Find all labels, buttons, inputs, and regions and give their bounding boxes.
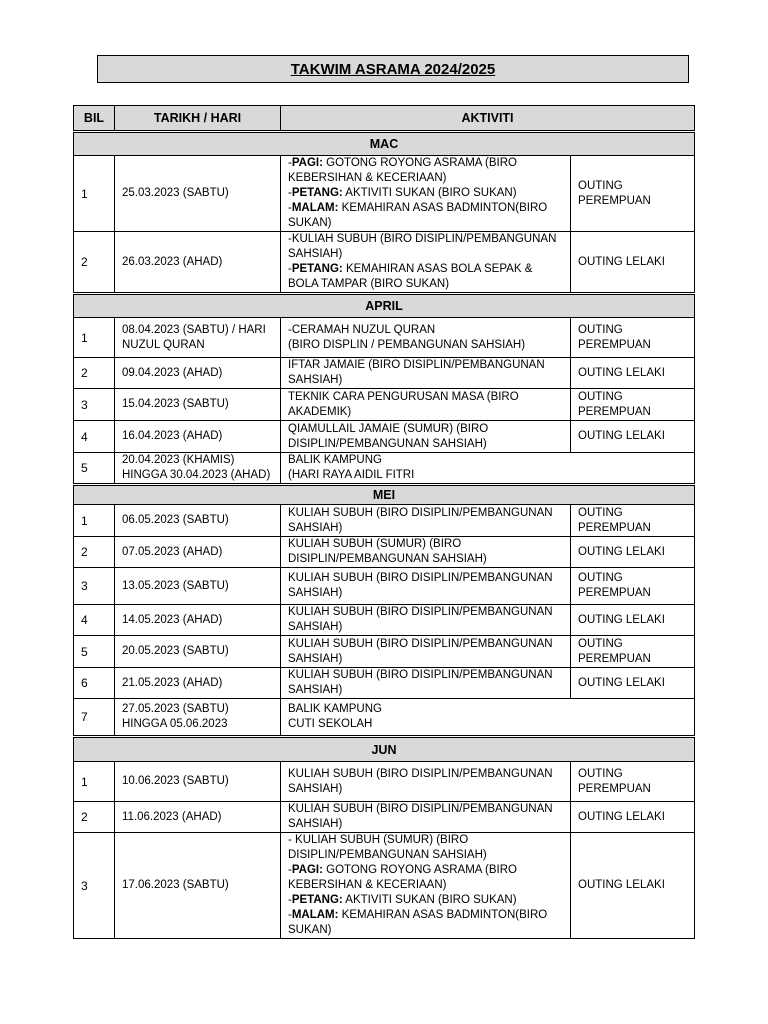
tarikh-line: 15.04.2023 (SABTU) bbox=[122, 398, 229, 410]
aktiviti-text: KEBERSIHAN & KECERIAAN) bbox=[288, 172, 447, 184]
tarikh-cell bbox=[115, 389, 281, 421]
table-row bbox=[74, 453, 695, 485]
aktiviti-text: GOTONG ROYONG ASRAMA (BIRO bbox=[322, 157, 517, 169]
tarikh-line: 17.06.2023 (SABTU) bbox=[122, 879, 229, 891]
table-row bbox=[74, 232, 695, 294]
aktiviti-dash: - bbox=[288, 157, 292, 169]
aktiviti-line bbox=[288, 262, 566, 277]
outing-cell: OUTING LELAKI bbox=[571, 358, 695, 389]
table-row bbox=[74, 389, 695, 421]
table-row bbox=[74, 605, 695, 636]
aktiviti-line bbox=[288, 277, 566, 292]
aktiviti-line bbox=[288, 782, 566, 797]
table-row bbox=[74, 762, 695, 802]
aktiviti-line bbox=[288, 405, 566, 420]
aktiviti-line bbox=[288, 833, 566, 848]
table-row bbox=[74, 699, 695, 737]
tarikh-line: 25.03.2023 (SABTU) bbox=[122, 187, 229, 199]
aktiviti-dash: - bbox=[288, 864, 292, 876]
bil-cell: 5 bbox=[74, 636, 115, 668]
table-row bbox=[74, 568, 695, 605]
aktiviti-line bbox=[288, 232, 566, 247]
takwim-body bbox=[74, 132, 695, 939]
aktiviti-line bbox=[288, 422, 566, 437]
tarikh-line: 20.05.2023 (SABTU) bbox=[122, 645, 229, 657]
aktiviti-line bbox=[288, 537, 566, 552]
tarikh-cell bbox=[115, 453, 281, 485]
aktiviti-line bbox=[288, 171, 566, 186]
aktiviti-text: SUKAN) bbox=[288, 217, 332, 229]
aktiviti-session-label: PETANG: bbox=[291, 894, 343, 906]
tarikh-cell bbox=[115, 636, 281, 668]
aktiviti-text: DISIPLIN/PEMBANGUNAN SAHSIAH) bbox=[288, 849, 487, 861]
aktiviti-text: KULIAH SUBUH (BIRO DISIPLIN/PEMBANGUNAN bbox=[288, 803, 553, 815]
bil-cell: 3 bbox=[74, 833, 115, 939]
aktiviti-cell bbox=[281, 668, 571, 699]
aktiviti-line bbox=[288, 586, 566, 601]
month-header-row bbox=[74, 737, 695, 762]
aktiviti-text: KEMAHIRAN ASAS BADMINTON(BIRO bbox=[338, 909, 548, 921]
bil-cell: 1 bbox=[74, 318, 115, 358]
aktiviti-text: CUTI SEKOLAH bbox=[288, 718, 373, 730]
aktiviti-line bbox=[288, 637, 566, 652]
tarikh-cell bbox=[115, 358, 281, 389]
aktiviti-text: AKADEMIK) bbox=[288, 405, 352, 418]
aktiviti-line bbox=[288, 156, 566, 171]
aktiviti-text: TEKNIK CARA PENGURUSAN MASA (BIRO bbox=[288, 390, 519, 403]
table-row bbox=[74, 318, 695, 358]
aktiviti-text: IFTAR JAMAIE (BIRO DISIPLIN/PEMBANGUNAN bbox=[288, 359, 545, 371]
outing-cell: OUTING PEREMPUAN bbox=[571, 568, 695, 605]
aktiviti-session-label: PETANG: bbox=[291, 263, 343, 275]
outing-cell: OUTING PEREMPUAN bbox=[571, 762, 695, 802]
bil-cell: 1 bbox=[74, 762, 115, 802]
aktiviti-line bbox=[288, 848, 566, 863]
aktiviti-text: SAHSIAH) bbox=[288, 782, 343, 795]
aktiviti-line bbox=[288, 358, 566, 373]
month-header-row bbox=[74, 485, 695, 505]
tarikh-line: HINGGA 05.06.2023 bbox=[122, 718, 228, 730]
tarikh-line: 27.05.2023 (SABTU) bbox=[122, 703, 229, 715]
aktiviti-text: KULIAH SUBUH (BIRO DISIPLIN/PEMBANGUNAN bbox=[288, 506, 553, 519]
aktiviti-text: DISIPLIN/PEMBANGUNAN SAHSIAH) bbox=[288, 553, 487, 565]
aktiviti-text: KEBERSIHAN & KECERIAAN) bbox=[288, 879, 447, 891]
tarikh-line: 11.06.2023 (AHAD) bbox=[122, 810, 222, 823]
aktiviti-text: - KULIAH SUBUH (SUMUR) (BIRO bbox=[288, 834, 469, 846]
aktiviti-text: KULIAH SUBUH (SUMUR) (BIRO bbox=[288, 538, 462, 550]
aktiviti-text: QIAMULLAIL JAMAIE (SUMUR) (BIRO bbox=[288, 422, 489, 435]
tarikh-cell bbox=[115, 802, 281, 833]
aktiviti-session-label: PAGI: bbox=[291, 864, 323, 876]
aktiviti-line bbox=[288, 552, 566, 567]
aktiviti-text: KULIAH SUBUH (BIRO DISIPLIN/PEMBANGUNAN bbox=[288, 637, 553, 650]
aktiviti-session-label: MALAM: bbox=[291, 202, 339, 214]
aktiviti-text: KULIAH SUBUH (BIRO DISIPLIN/PEMBANGUNAN bbox=[288, 606, 553, 618]
outing-cell: OUTING PEREMPUAN bbox=[571, 389, 695, 421]
table-row bbox=[74, 156, 695, 232]
aktiviti-text: KULIAH SUBUH (BIRO DISIPLIN/PEMBANGUNAN bbox=[288, 669, 553, 681]
aktiviti-cell bbox=[281, 833, 571, 939]
bil-cell: 2 bbox=[74, 537, 115, 568]
outing-cell: OUTING LELAKI bbox=[571, 668, 695, 699]
outing-cell: OUTING LELAKI bbox=[571, 232, 695, 294]
aktiviti-text: SAHSIAH) bbox=[288, 684, 343, 696]
table-row bbox=[74, 505, 695, 537]
aktiviti-text: SAHSIAH) bbox=[288, 621, 343, 633]
outing-cell: OUTING LELAKI bbox=[571, 833, 695, 939]
aktiviti-text: (HARI RAYA AIDIL FITRI bbox=[288, 469, 415, 481]
aktiviti-text: -KULIAH SUBUH (BIRO DISIPLIN/PEMBANGUNAN bbox=[288, 233, 557, 245]
aktiviti-line bbox=[288, 373, 566, 388]
aktiviti-dash: - bbox=[288, 202, 292, 214]
aktiviti-cell bbox=[281, 636, 571, 668]
aktiviti-line bbox=[288, 652, 566, 667]
aktiviti-dash: - bbox=[288, 263, 292, 275]
aktiviti-text: KEMAHIRAN ASAS BOLA SEPAK & bbox=[342, 263, 533, 275]
tarikh-cell bbox=[115, 762, 281, 802]
tarikh-cell bbox=[115, 156, 281, 232]
aktiviti-cell bbox=[281, 699, 695, 737]
tarikh-cell bbox=[115, 537, 281, 568]
table-row bbox=[74, 636, 695, 668]
header-tarikh-hari: TARIKH / HARI bbox=[115, 106, 281, 132]
bil-cell: 2 bbox=[74, 358, 115, 389]
outing-cell: OUTING LELAKI bbox=[571, 605, 695, 636]
tarikh-line: 07.05.2023 (AHAD) bbox=[122, 545, 223, 558]
aktiviti-line bbox=[288, 863, 566, 878]
aktiviti-session-label: PAGI: bbox=[291, 157, 323, 169]
aktiviti-session-label: PETANG: bbox=[291, 187, 343, 199]
aktiviti-line bbox=[288, 571, 566, 586]
aktiviti-dash: - bbox=[288, 187, 292, 199]
aktiviti-cell bbox=[281, 762, 571, 802]
tarikh-line: 20.04.2023 (KHAMIS) bbox=[122, 454, 235, 466]
aktiviti-cell bbox=[281, 421, 571, 453]
tarikh-line: NUZUL QURAN bbox=[122, 338, 205, 351]
tarikh-cell bbox=[115, 699, 281, 737]
document-title: TAKWIM ASRAMA 2024/2025 bbox=[290, 60, 496, 78]
aktiviti-line bbox=[288, 521, 566, 536]
aktiviti-line bbox=[288, 186, 566, 201]
aktiviti-text: SAHSIAH) bbox=[288, 818, 343, 830]
aktiviti-line bbox=[288, 201, 566, 216]
outing-cell: OUTING LELAKI bbox=[571, 802, 695, 833]
tarikh-line: 14.05.2023 (AHAD) bbox=[122, 613, 223, 626]
aktiviti-cell bbox=[281, 232, 571, 294]
aktiviti-text: DISIPLIN/PEMBANGUNAN SAHSIAH) bbox=[288, 437, 487, 450]
bil-cell: 1 bbox=[74, 505, 115, 537]
aktiviti-text: SAHSIAH) bbox=[288, 587, 343, 599]
tarikh-line: 26.03.2023 (AHAD) bbox=[122, 255, 223, 268]
tarikh-line: 13.05.2023 (SABTU) bbox=[122, 579, 229, 592]
month-label: APRIL bbox=[74, 294, 695, 318]
aktiviti-line bbox=[288, 506, 566, 521]
table-row bbox=[74, 668, 695, 699]
aktiviti-text: SAHSIAH) bbox=[288, 248, 343, 260]
title-box bbox=[97, 55, 689, 83]
aktiviti-dash: - bbox=[288, 909, 292, 921]
tarikh-line: 16.04.2023 (AHAD) bbox=[122, 430, 223, 442]
aktiviti-line bbox=[288, 323, 566, 338]
month-label: MEI bbox=[74, 485, 695, 505]
aktiviti-line bbox=[288, 683, 566, 698]
aktiviti-text: KEMAHIRAN ASAS BADMINTON(BIRO bbox=[338, 202, 548, 214]
aktiviti-line bbox=[288, 802, 566, 817]
tarikh-line: HINGGA 30.04.2023 (AHAD) bbox=[122, 469, 271, 481]
table-row bbox=[74, 421, 695, 453]
bil-cell: 4 bbox=[74, 421, 115, 453]
aktiviti-text: KULIAH SUBUH (BIRO DISIPLIN/PEMBANGUNAN bbox=[288, 572, 553, 584]
aktiviti-line bbox=[288, 817, 566, 832]
month-label: MAC bbox=[74, 132, 695, 156]
tarikh-cell bbox=[115, 421, 281, 453]
table-row bbox=[74, 358, 695, 389]
aktiviti-text: SUKAN) bbox=[288, 924, 332, 936]
aktiviti-line bbox=[288, 702, 690, 717]
aktiviti-text: SAHSIAH) bbox=[288, 521, 343, 534]
aktiviti-cell bbox=[281, 318, 571, 358]
header-bil: BIL bbox=[74, 106, 115, 132]
aktiviti-line bbox=[288, 767, 566, 782]
bil-cell: 1 bbox=[74, 156, 115, 232]
aktiviti-cell bbox=[281, 537, 571, 568]
aktiviti-text: GOTONG ROYONG ASRAMA (BIRO bbox=[322, 864, 517, 876]
bil-cell: 2 bbox=[74, 802, 115, 833]
aktiviti-text: BALIK KAMPUNG bbox=[288, 703, 382, 715]
aktiviti-dash: - bbox=[288, 894, 292, 906]
tarikh-cell bbox=[115, 568, 281, 605]
aktiviti-text: SAHSIAH) bbox=[288, 652, 343, 665]
aktiviti-cell bbox=[281, 802, 571, 833]
aktiviti-text: KULIAH SUBUH (BIRO DISIPLIN/PEMBANGUNAN bbox=[288, 767, 553, 780]
aktiviti-text: AKTIVITI SUKAN (BIRO SUKAN) bbox=[342, 187, 517, 199]
aktiviti-text: (BIRO DISPLIN / PEMBANGUNAN SAHSIAH) bbox=[288, 338, 526, 351]
bil-cell: 5 bbox=[74, 453, 115, 485]
aktiviti-line bbox=[288, 893, 566, 908]
aktiviti-line bbox=[288, 923, 566, 938]
aktiviti-line bbox=[288, 437, 566, 452]
month-label: JUN bbox=[74, 737, 695, 762]
table-header-row bbox=[74, 106, 695, 132]
aktiviti-line bbox=[288, 453, 690, 468]
tarikh-cell bbox=[115, 505, 281, 537]
aktiviti-line bbox=[288, 390, 566, 405]
bil-cell: 3 bbox=[74, 389, 115, 421]
tarikh-cell bbox=[115, 605, 281, 636]
tarikh-line: 06.05.2023 (SABTU) bbox=[122, 514, 229, 526]
bil-cell: 4 bbox=[74, 605, 115, 636]
aktiviti-session-label: MALAM: bbox=[291, 909, 339, 921]
aktiviti-line bbox=[288, 717, 690, 732]
aktiviti-cell bbox=[281, 358, 571, 389]
bil-cell: 3 bbox=[74, 568, 115, 605]
table-row bbox=[74, 537, 695, 568]
aktiviti-line bbox=[288, 668, 566, 683]
aktiviti-line bbox=[288, 247, 566, 262]
outing-cell: OUTING LELAKI bbox=[571, 537, 695, 568]
month-header-row bbox=[74, 132, 695, 156]
outing-cell: OUTING PEREMPUAN bbox=[571, 636, 695, 668]
aktiviti-text: AKTIVITI SUKAN (BIRO SUKAN) bbox=[342, 894, 517, 906]
bil-cell: 2 bbox=[74, 232, 115, 294]
bil-cell: 6 bbox=[74, 668, 115, 699]
aktiviti-line bbox=[288, 908, 566, 923]
aktiviti-cell bbox=[281, 156, 571, 232]
aktiviti-text: -CERAMAH NUZUL QURAN bbox=[288, 323, 436, 336]
aktiviti-cell bbox=[281, 568, 571, 605]
tarikh-line: 21.05.2023 (AHAD) bbox=[122, 676, 223, 689]
aktiviti-line bbox=[288, 338, 566, 353]
aktiviti-line bbox=[288, 878, 566, 893]
aktiviti-line bbox=[288, 605, 566, 620]
table-row bbox=[74, 833, 695, 939]
aktiviti-line bbox=[288, 216, 566, 231]
outing-cell: OUTING PEREMPUAN bbox=[571, 505, 695, 537]
bil-cell: 7 bbox=[74, 699, 115, 737]
tarikh-line: 10.06.2023 (SABTU) bbox=[122, 775, 229, 787]
outing-cell: OUTING LELAKI bbox=[571, 421, 695, 453]
aktiviti-cell bbox=[281, 505, 571, 537]
table-row bbox=[74, 802, 695, 833]
header-aktiviti: AKTIVITI bbox=[281, 106, 695, 132]
takwim-table bbox=[73, 105, 695, 939]
aktiviti-cell bbox=[281, 453, 695, 485]
aktiviti-text: BALIK KAMPUNG bbox=[288, 454, 382, 466]
outing-cell: OUTING PEREMPUAN bbox=[571, 318, 695, 358]
tarikh-cell bbox=[115, 668, 281, 699]
aktiviti-text: BOLA TAMPAR (BIRO SUKAN) bbox=[288, 278, 450, 290]
aktiviti-cell bbox=[281, 389, 571, 421]
month-header-row bbox=[74, 294, 695, 318]
aktiviti-line bbox=[288, 468, 690, 483]
aktiviti-text: SAHSIAH) bbox=[288, 374, 343, 386]
outing-cell: OUTING PEREMPUAN bbox=[571, 156, 695, 232]
tarikh-cell bbox=[115, 833, 281, 939]
aktiviti-line bbox=[288, 620, 566, 635]
tarikh-line: 08.04.2023 (SABTU) / HARI bbox=[122, 323, 266, 336]
tarikh-line: 09.04.2023 (AHAD) bbox=[122, 366, 223, 379]
aktiviti-cell bbox=[281, 605, 571, 636]
table-head bbox=[74, 106, 695, 132]
tarikh-cell bbox=[115, 318, 281, 358]
tarikh-cell bbox=[115, 232, 281, 294]
